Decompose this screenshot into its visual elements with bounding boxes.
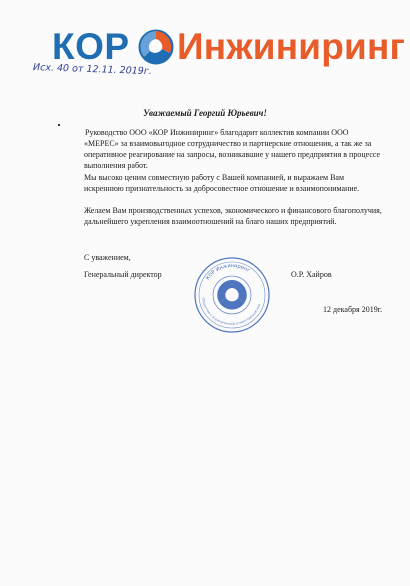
letter-closing: С уважением, <box>84 253 131 262</box>
letter-paragraph-2: Мы высоко ценим совместную работу с Вашей компанией, и выражаем Вам искреннюю признательность за добросовестное отношение и взаимопонимание. <box>84 173 360 193</box>
letter-greeting: Уважаемый Георгий Юрьевич! <box>143 108 267 118</box>
logo-emblem-icon <box>136 27 176 67</box>
signer-name: О.Р. Хайров <box>291 270 332 279</box>
logo-text-engineering: Инжиниринг <box>177 26 406 67</box>
stamp-ring-text-bottom: Общество с ограниченной ответственностью <box>201 297 262 327</box>
margin-mark <box>58 124 60 126</box>
company-logo <box>52 24 406 70</box>
handwritten-outgoing-number: Исх. 40 от 12.11. 2019г. <box>32 62 153 78</box>
letter-paragraph-1: Руководство ООО «КОР Инжиниринг» благодарит коллектив компании ООО «МЕРЕС» за взаимовыгодное сотрудничество и партнерские отношения, а так же за оперативное реагирование на запросы, возникавшие у нашего предприятия в процессе выполнения работ. <box>84 128 381 170</box>
stamp-emblem-icon <box>217 280 246 310</box>
logo-text-kor: КОР <box>52 26 130 67</box>
signer-position: Генеральный директор <box>84 270 162 279</box>
stamp-ring-text-top: КОР Инжиниринг <box>205 262 251 282</box>
letter-paragraph-3: Желаем Вам производственных успехов, экономического и финансового благополучия, дальнейшего укрепления взаимоотношений на благо наших предприятий. <box>84 206 382 226</box>
letter-date: 12 декабря 2019г. <box>323 305 383 314</box>
svg-text:КОР Инжиниринг <box>205 263 251 281</box>
company-stamp <box>192 255 272 335</box>
